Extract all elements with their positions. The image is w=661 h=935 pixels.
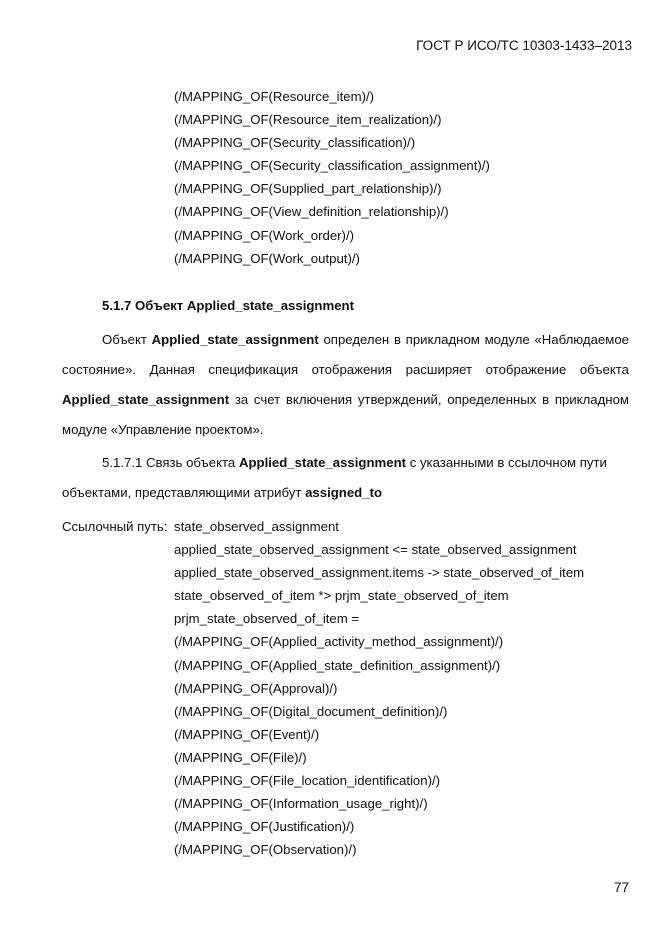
reference-path-line: (/MAPPING_OF(Applied_state_definition_assignment)/)	[174, 657, 501, 673]
paragraph-line	[62, 385, 629, 415]
reference-path-line: state_observed_of_item *> prjm_state_observed_of_item	[174, 588, 509, 604]
subsection-paragraph	[62, 448, 629, 508]
reference-path-label: Ссылочный путь:	[62, 519, 168, 534]
paragraph-line: состояние». Данная спецификация отображения расширяет отображение объекта	[62, 362, 629, 377]
reference-path-line: (/MAPPING_OF(Information_usage_right)/)	[174, 796, 428, 812]
reference-path-line: (/MAPPING_OF(Observation)/)	[174, 842, 357, 858]
mapping-line: (/MAPPING_OF(Work_output)/)	[174, 250, 360, 266]
entity-name: Applied_state_assignment	[62, 392, 230, 407]
reference-path-line: (/MAPPING_OF(File)/)	[174, 749, 307, 765]
mapping-line: (/MAPPING_OF(Resource_item_realization)/)	[174, 112, 442, 128]
entity-name: Applied_state_assignment	[151, 332, 319, 347]
reference-path-line: (/MAPPING_OF(Justification)/)	[174, 819, 355, 835]
text: 5.1.7.1 Связь объекта	[102, 455, 239, 470]
section-heading: 5.1.7 Объект Applied_state_assignment	[102, 298, 354, 313]
mapping-line: (/MAPPING_OF(Supplied_part_relationship)/)	[174, 181, 442, 197]
reference-path-line: (/MAPPING_OF(Digital_document_definition)/)	[174, 703, 448, 719]
reference-path-lines	[174, 515, 584, 861]
reference-path-line: state_observed_assignment	[174, 519, 339, 534]
mapping-line: (/MAPPING_OF(Work_order)/)	[174, 227, 355, 243]
text: с указанными в ссылочном пути	[406, 455, 607, 470]
text: объектами, представляющими атрибут	[62, 485, 306, 500]
paragraph-line: модуле «Управление проектом».	[62, 422, 264, 437]
paragraph-line	[62, 325, 629, 355]
mapping-line: (/MAPPING_OF(View_definition_relationship)/)	[174, 204, 449, 220]
section-paragraph	[62, 325, 629, 445]
document-header: ГОСТ Р ИСО/ТС 10303-1433–2013	[416, 38, 632, 53]
attribute-name: assigned_to	[305, 485, 383, 500]
mapping-line: (/MAPPING_OF(Resource_item)/)	[174, 89, 375, 104]
top-mapping-list	[174, 85, 490, 270]
text: определен в прикладном модуле «Наблюдаемое	[318, 332, 629, 347]
reference-path-line: (/MAPPING_OF(Event)/)	[174, 726, 320, 742]
reference-path-line: (/MAPPING_OF(File_location_identification)/)	[174, 773, 441, 789]
text: Объект	[102, 332, 152, 347]
text: за счет включения утверждений, определенных в прикладном	[229, 392, 629, 407]
page-number: 77	[613, 880, 629, 895]
paragraph-line	[62, 448, 629, 478]
reference-path-line: applied_state_observed_assignment.items -> state_observed_of_item	[174, 565, 585, 581]
mapping-line: (/MAPPING_OF(Security_classification)/)	[174, 135, 416, 151]
reference-path-line: prjm_state_observed_of_item =	[174, 611, 360, 627]
paragraph-line	[62, 478, 629, 508]
reference-path-line: (/MAPPING_OF(Applied_activity_method_assignment)/)	[174, 634, 504, 650]
reference-path-line: applied_state_observed_assignment <= state_observed_assignment	[174, 542, 577, 558]
entity-name: Applied_state_assignment	[238, 455, 407, 470]
mapping-line: (/MAPPING_OF(Security_classification_assignment)/)	[174, 158, 490, 174]
reference-path-line: (/MAPPING_OF(Approval)/)	[174, 680, 338, 696]
